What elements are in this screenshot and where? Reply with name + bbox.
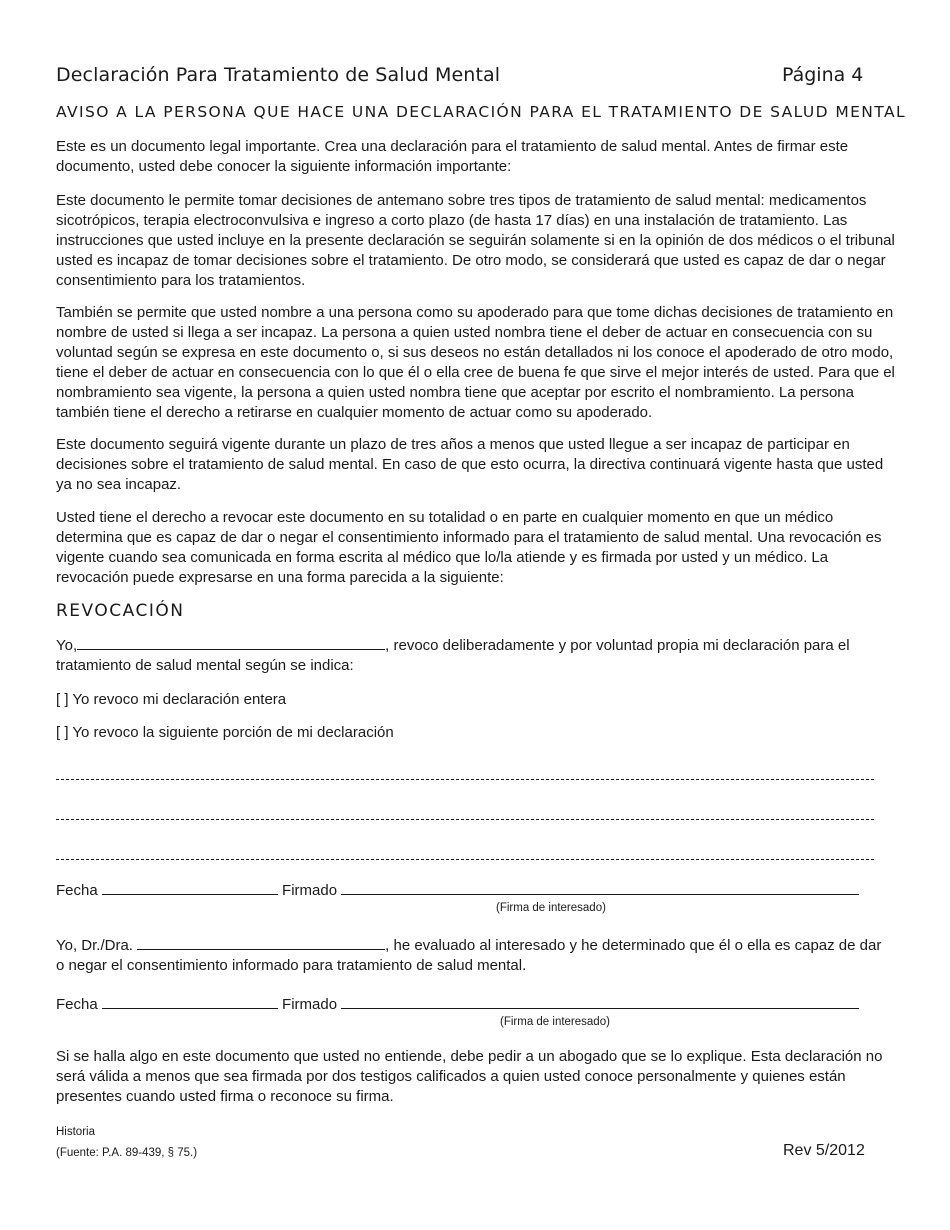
revocation-signed-label: Firmado	[282, 882, 338, 899]
notice-heading: AVISO A LA PERSONA QUE HACE UNA DECLARACIÓN PARA EL TRATAMIENTO DE SALUD MENTAL	[56, 103, 906, 121]
revoke-entire-checkbox[interactable]: [ ] Yo revoco mi declaración entera	[56, 691, 287, 708]
notice-paragraph-4: Este documento seguirá vigente durante un plazo de tres años a menos que usted llegue a ser incapaz de participar en decisiones sobre el tratamiento de salud mental. En caso de que esto ocurra, la directiva continuará vigente hasta que usted ya no sea incapaz.	[56, 436, 884, 493]
notice-paragraph-3: También se permite que usted nombre a una persona como su apoderado para que tome dichas decisiones de tratamiento en nombre de usted si llega a ser incapaz. La persona a quien usted nombra tiene el deber de actuar en consecuencia con su voluntad según se expresa en este documento o, si sus deseos no están detallados ni los conoce el apoderado de otro modo, tiene el deber de actuar en consecuencia con lo que él o ella cree de buena fe que sirve el mejor interés de usted. Para que el nombramiento sea vigente, la persona a quien usted nombra tiene que aceptar por escrito el nombramiento. La persona también tiene el derecho a retirarse en cualquier momento de actuar como su apoderado.	[56, 304, 895, 421]
revocation-signature-field[interactable]	[341, 893, 859, 895]
notice-paragraph-1: Este es un documento legal importante. Crea una declaración para el tratamiento de salud mental. Antes de firmar este documento, usted debe conocer la siguiente información importante:	[56, 138, 849, 175]
revocation-heading: REVOCACIÓN	[56, 601, 185, 621]
physician-prefix: Yo, Dr./Dra.	[56, 937, 133, 954]
revocation-date-field[interactable]	[102, 893, 278, 895]
document-title: Declaración Para Tratamiento de Salud Mental	[56, 64, 501, 86]
notice-paragraph-2: Este documento le permite tomar decisiones de antemano sobre tres tipos de tratamiento de salud mental: medicamentos sicotrópicos, terapia electroconvulsiva e ingreso a corto plazo (de hasta 17 días) en una instalación de tratamiento. Las instrucciones que usted incluye en la presente declaración se seguirán solamente si en la opinión de dos médicos o el tribunal usted es incapaz de tomar decisiones sobre el tratamiento. De otro modo, se considerará que usted es capaz de dar o negar consentimiento para los tratamientos.	[56, 192, 895, 289]
revocation-portion-line-2[interactable]	[56, 819, 874, 820]
revocation-intro-line-2: tratamiento de salud mental según se indica:	[56, 657, 354, 674]
revocation-signature-caption: (Firma de interesado)	[496, 902, 606, 914]
physician-date-signature-row	[56, 996, 859, 1013]
physician-statement-line-2: o negar el consentimiento informado para tratamiento de salud mental.	[56, 957, 527, 974]
revoke-portion-checkbox[interactable]: [ ] Yo revoco la siguiente porción de mi declaración	[56, 724, 394, 741]
revocation-intro-suffix: , revoco deliberadamente y por voluntad propia mi declaración para el	[385, 637, 850, 654]
revocation-intro-line	[56, 637, 850, 654]
physician-signature-caption: (Firma de interesado)	[500, 1016, 610, 1028]
footer-revision: Rev 5/2012	[783, 1142, 865, 1159]
physician-suffix: , he evaluado al interesado y he determinado que él o ella es capaz de dar	[385, 937, 882, 954]
revocation-date-label: Fecha	[56, 882, 98, 899]
footer-source: (Fuente: P.A. 89-439, § 75.)	[56, 1147, 198, 1159]
revocation-portion-line-3[interactable]	[56, 859, 874, 860]
physician-name-field[interactable]	[137, 948, 385, 950]
revocation-intro-prefix: Yo,	[56, 637, 78, 654]
footer-history: Historia	[56, 1126, 95, 1138]
revocation-portion-line-1[interactable]	[56, 779, 874, 780]
notice-paragraph-5: Usted tiene el derecho a revocar este documento en su totalidad o en parte en cualquier momento en que un médico determina que es capaz de dar o negar el consentimiento informado para el tratamiento de salud mental. Una revocación es vigente cuando sea comunicada en forma escrita al médico que lo/la atiende y es firmada por usted y un médico. La revocación puede expresarse en una forma parecida a la siguiente:	[56, 509, 882, 586]
page-number: Página 4	[782, 64, 864, 86]
physician-date-field[interactable]	[102, 1007, 278, 1009]
physician-signed-label: Firmado	[282, 996, 338, 1013]
physician-statement-line	[56, 937, 881, 954]
physician-date-label: Fecha	[56, 996, 98, 1013]
physician-signature-field[interactable]	[341, 1007, 859, 1009]
closing-paragraph: Si se halla algo en este documento que usted no entiende, debe pedir a un abogado que se lo explique. Esta declaración no será válida a menos que sea firmada por dos testigos calificados a quien usted conoce personalmente y quienes están presentes cuando usted firma o reconoce su firma.	[56, 1048, 883, 1105]
revocation-date-signature-row	[56, 882, 859, 899]
revoker-name-field[interactable]	[77, 648, 385, 650]
